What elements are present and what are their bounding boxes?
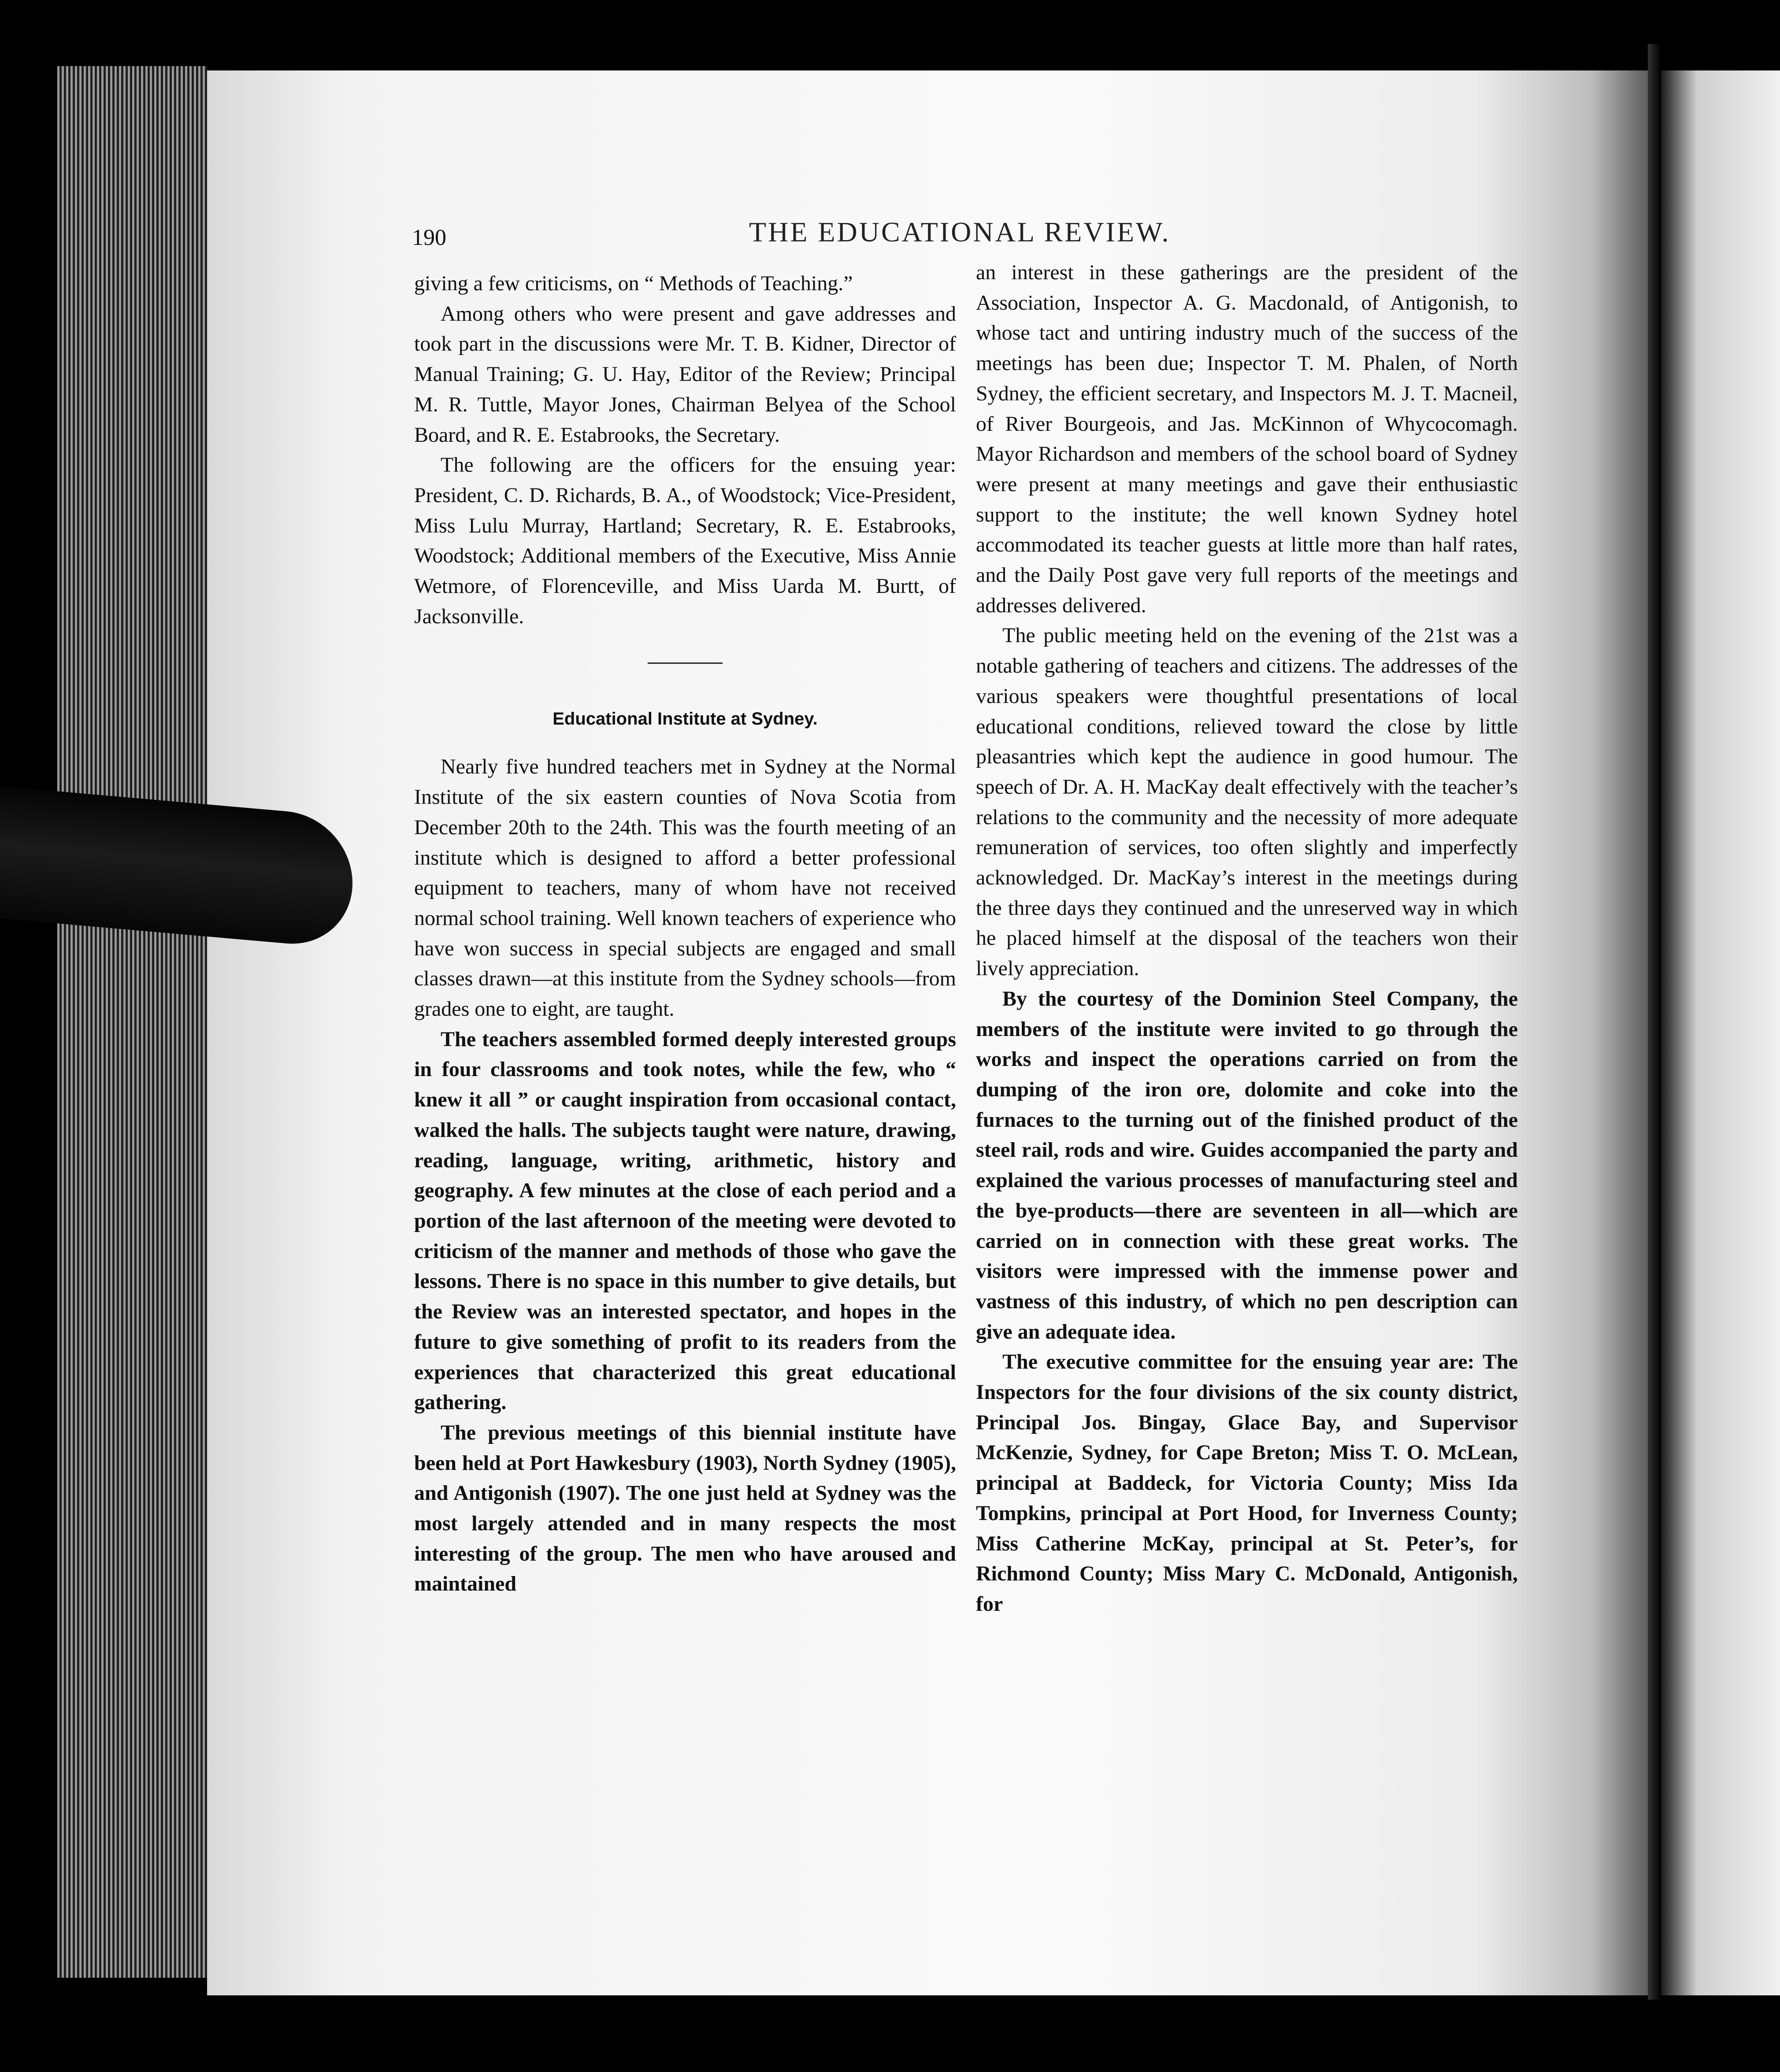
page-header — [207, 211, 1648, 264]
section-heading: Educational Institute at Sydney. — [553, 709, 818, 729]
paragraph: Among others who were present and gave addresses and took part in the discussions were Mr. T. B. Kidner, Director of Manual Training; G. U. Hay, Editor of the Review; Principal M. R. Tuttle, Mayor Jones, Chairman Belyea of the School Board, and R. E. Estabrooks, the Secretary. — [414, 302, 956, 447]
right-column — [976, 258, 1518, 1620]
book-gutter-shadow — [1648, 44, 1661, 2000]
paragraph: The public meeting held on the evening of the 21st was a notable gathering of teachers and citizens. The addresses of the various speakers were thoughtful presentations of local educational conditions, relieved toward the close by little pleasantries which kept the audience in good humour. The speech of Dr. A. H. MacKay dealt effectively with the teacher’s relations to the community and the necessity of more adequate remuneration of services, too often slightly and imperfectly acknowledged. Dr. MacKay’s interest in the meetings during the three days they continued and the unreserved way in which he placed himself at the disposal of the teachers won their lively appreciation. — [976, 624, 1518, 980]
paragraph: The teachers assembled formed deeply interested groups in four classrooms and took notes, while the few, who “ knew it all ” or caught inspiration from occasional contact, walked the halls. The subjects taught were nature, drawing, reading, language, writing, arithmetic, history and geography. A few minutes at the close of each period and a portion of the last afternoon of the meeting were devoted to criticism of the manner and methods of those who gave the lessons. There is no space in this number to give details, but the Review was an interested spectator, and hopes in the future to give something of profit to its readers from the experiences that characterized this great educational gathering. — [414, 1027, 956, 1414]
adjacent-page — [1661, 70, 1780, 1995]
running-title: THE EDUCATIONAL REVIEW. — [749, 216, 1171, 248]
paragraph: giving a few criticisms, on “ Methods of Teaching.” — [414, 272, 853, 295]
page-number: 190 — [412, 225, 446, 250]
paragraph: Nearly five hundred teachers met in Sydney at the Normal Institute of the six eastern counties of Nova Scotia from December 20th to the 24th. This was the fourth meeting of an institute which is designed to afford a better professional equipment to teachers, many of whom have not received normal school training. Well known teachers of experience who have won success in special subjects are engaged and small classes drawn—at this institute from the Sydney schools—from grades one to eight, are taught. — [414, 755, 956, 1021]
paragraph: The executive committee for the ensuing year are: The Inspectors for the four divisions of the six county district, Principal Jos. Bingay, Glace Bay, and Supervisor McKenzie, Sydney, for Cape Breton; Miss T. O. McLean, principal at Baddeck, for Victoria County; Miss Ida Tompkins, principal at Port Hood, for Inverness County; Miss Catherine McKay, principal at St. Peter’s, for Richmond County; Miss Mary C. McDonald, Antigonish, for — [976, 1350, 1518, 1616]
paragraph: The previous meetings of this biennial institute have been held at Port Hawkesbury (1903), North Sydney (1905), and Antigonish (1907). The one just held at Sydney was the most largely attended and in many respects the most interesting of the group. The men who have aroused and maintained — [414, 1421, 956, 1596]
left-column — [414, 269, 956, 1599]
book-page-edges — [57, 66, 207, 1978]
section-divider — [648, 662, 723, 664]
paragraph: The following are the officers for the ensuing year: President, C. D. Richards, B. A., of Woodstock; Vice-President, Miss Lulu Murray, Hartland; Secretary, R. E. Estabrooks, Woodstock; Additional members of the Executive, Miss Annie Wetmore, of Florenceville, and Miss Uarda M. Burtt, of Jacksonville. — [414, 453, 956, 628]
paragraph: By the courtesy of the Dominion Steel Company, the members of the institute were invited to go through the works and inspect the operations carried on from the dumping of the iron ore, dolomite and coke into the furnaces to the turning out of the finished product of the steel rail, rods and wire. Guides accompanied the party and explained the various processes of manufacturing steel and the bye-products—there are seventeen in all—which are carried on in connection with these great works. The visitors were impressed with the immense power and vastness of this industry, of which no pen description can give an adequate idea. — [976, 987, 1518, 1343]
paragraph: an interest in these gatherings are the president of the Association, Inspector A. G. Macdonald, of Antigonish, to whose tact and untiring industry much of the success of the meetings has been due; Inspector T. M. Phalen, of North Sydney, the efficient secretary, and Inspectors M. J. T. Macneil, of River Bourgeois, and Jas. McKinnon of Whycocomagh. Mayor Richardson and members of the school board of Sydney were present at many meetings and gave their enthusiastic support to the institute; the well known Sydney hotel accommodated its teacher guests at little more than half rates, and the Daily Post gave very full reports of the meetings and addresses delivered. — [976, 261, 1518, 617]
